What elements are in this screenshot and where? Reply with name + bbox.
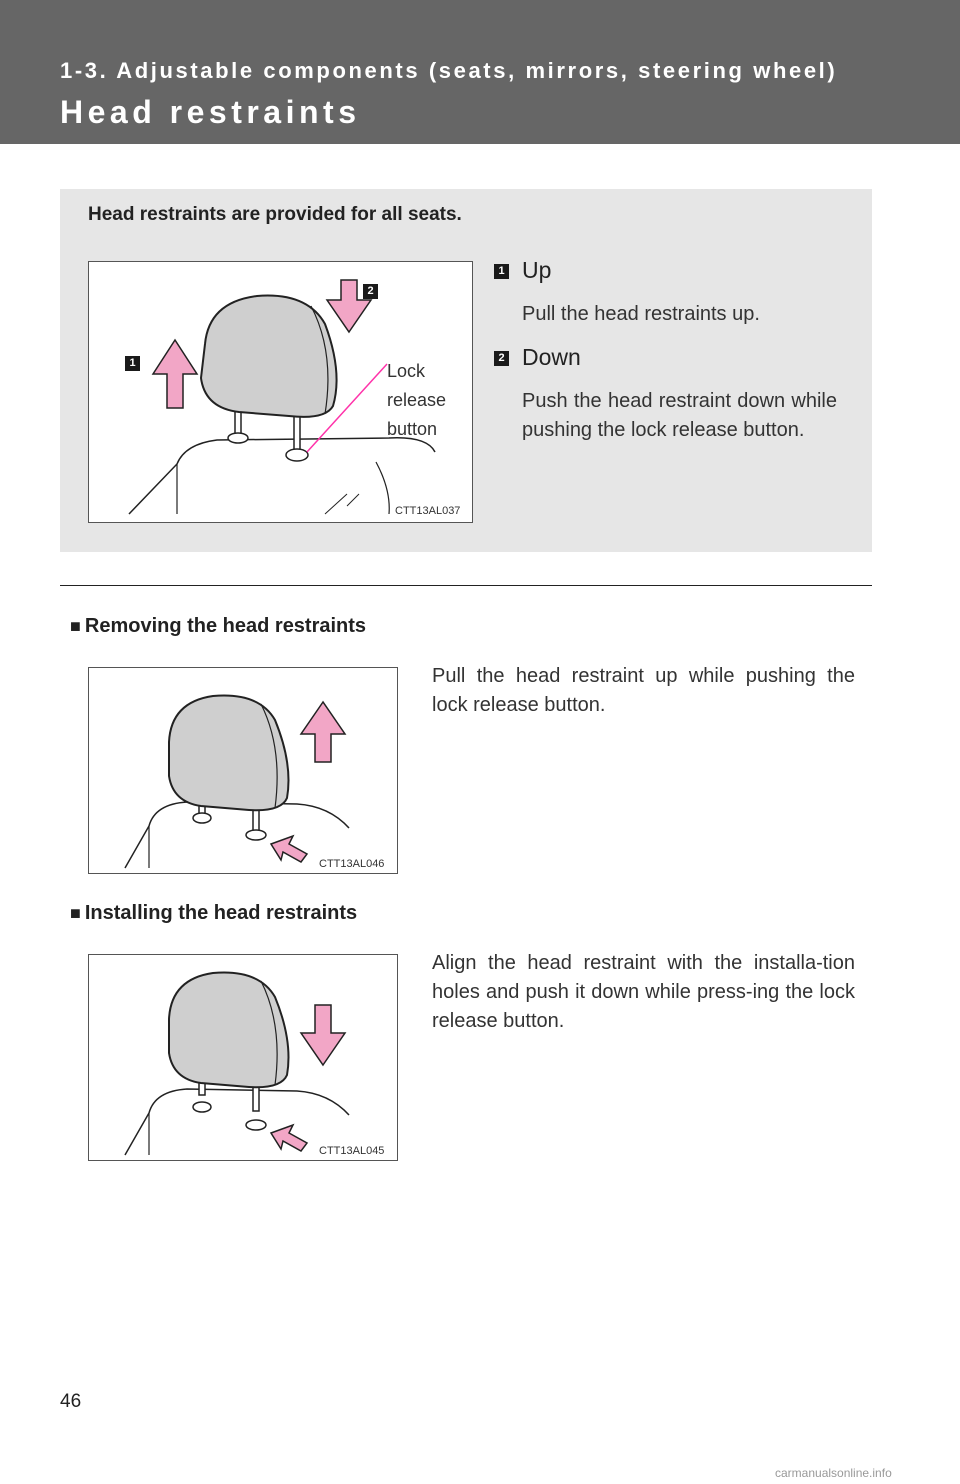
remove-illustration — [89, 668, 397, 873]
step-1-text: Pull the head restraints up. — [522, 303, 760, 325]
figure-install — [88, 954, 398, 1161]
intro-text: Head restraints are provided for all seats. — [88, 204, 462, 225]
figure-adjust — [88, 261, 473, 523]
install-illustration — [89, 955, 397, 1160]
page-number: 46 — [60, 1391, 82, 1412]
step-1-badge: 1 — [494, 264, 509, 279]
figure-code: CTT13AL037 — [395, 505, 461, 517]
removing-text: Pull the head restraint up while pushing the lock release button. — [432, 665, 855, 716]
push-arrow-icon — [271, 836, 307, 862]
push-arrow-icon — [271, 1125, 307, 1151]
figure-code: CTT13AL046 — [319, 858, 385, 870]
installing-heading: ■ Installing the head restraints — [70, 902, 358, 924]
step-2-title: Down — [522, 344, 581, 370]
section-divider — [60, 585, 872, 586]
square-bullet-icon: ■ — [70, 616, 81, 636]
removing-heading: ■ Removing the head restraints — [70, 615, 367, 637]
page-header — [0, 0, 960, 144]
lock-release-label: Lock release button — [387, 361, 447, 439]
step-2-badge: 2 — [494, 351, 509, 366]
info-box — [60, 189, 872, 552]
page-title: Head restraints — [60, 94, 361, 130]
figure-code: CTT13AL045 — [319, 1145, 385, 1157]
square-bullet-icon: ■ — [70, 903, 81, 923]
up-arrow-icon — [301, 702, 345, 762]
down-arrow-icon — [301, 1005, 345, 1065]
step-1-title: Up — [522, 257, 552, 283]
badge-1: 1 — [125, 356, 140, 371]
step-2-text: Push the head restraint down while pushing the lock release button. — [522, 390, 837, 441]
figure-remove — [88, 667, 398, 874]
watermark: carmanualsonline.info — [775, 1466, 892, 1480]
section-label: 1-3. Adjustable components (seats, mirrors, steering wheel) — [60, 58, 838, 83]
installing-text: Align the head restraint with the installa-tion holes and push it down while press-ing the lock release button. — [432, 952, 855, 1032]
badge-2: 2 — [363, 284, 378, 299]
up-arrow-icon — [153, 340, 197, 408]
